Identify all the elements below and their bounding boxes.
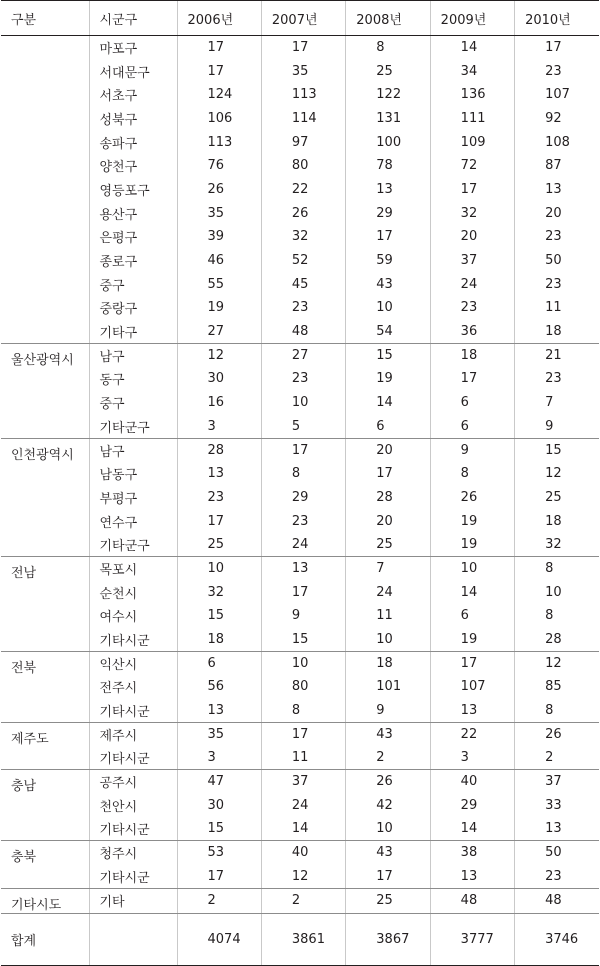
value-cell: 100	[346, 130, 430, 154]
value-cell: 37	[515, 770, 599, 794]
value-cell: 17	[261, 36, 345, 60]
table-row	[1, 343, 599, 367]
value-cell: 14	[261, 817, 345, 841]
district-cell: 청주시	[89, 841, 177, 865]
table-row	[1, 794, 599, 818]
value-cell: 56	[177, 675, 261, 699]
value-cell: 18	[430, 343, 514, 367]
value-cell: 43	[346, 841, 430, 865]
value-cell: 2	[261, 888, 345, 913]
data-table	[1, 0, 599, 966]
district-cell: 기타시군	[89, 817, 177, 841]
value-cell: 19	[346, 367, 430, 391]
value-cell: 23	[515, 367, 599, 391]
value-cell: 2	[515, 746, 599, 770]
table-row	[1, 580, 599, 604]
value-cell: 18	[177, 628, 261, 652]
district-cell: 기타시군	[89, 699, 177, 723]
value-cell: 14	[430, 36, 514, 60]
value-cell: 50	[515, 249, 599, 273]
value-cell: 11	[515, 296, 599, 320]
value-cell: 10	[346, 628, 430, 652]
total-value: 3746	[515, 913, 599, 965]
value-cell: 6	[346, 415, 430, 439]
district-cell: 양천구	[89, 154, 177, 178]
value-cell: 23	[430, 296, 514, 320]
header-year: 2009년	[430, 1, 514, 36]
header-row	[1, 1, 599, 36]
value-cell: 35	[177, 722, 261, 746]
value-cell: 22	[430, 722, 514, 746]
table-row	[1, 841, 599, 865]
total-row	[1, 913, 599, 965]
region-cell: 울산광역시	[1, 343, 89, 438]
value-cell: 10	[430, 557, 514, 581]
value-cell: 23	[261, 367, 345, 391]
region-cell	[1, 36, 89, 344]
value-cell: 10	[346, 817, 430, 841]
value-cell: 35	[261, 59, 345, 83]
value-cell: 17	[346, 225, 430, 249]
table-row	[1, 296, 599, 320]
value-cell: 26	[346, 770, 430, 794]
district-cell: 종로구	[89, 249, 177, 273]
value-cell: 32	[430, 201, 514, 225]
value-cell: 29	[430, 794, 514, 818]
value-cell: 13	[346, 178, 430, 202]
district-cell: 중구	[89, 272, 177, 296]
header-district: 시군구	[89, 1, 177, 36]
value-cell: 16	[177, 391, 261, 415]
value-cell: 59	[346, 249, 430, 273]
value-cell: 14	[346, 391, 430, 415]
table-row	[1, 36, 599, 60]
value-cell: 36	[430, 320, 514, 344]
value-cell: 10	[346, 296, 430, 320]
value-cell: 32	[177, 580, 261, 604]
value-cell: 17	[430, 178, 514, 202]
value-cell: 20	[346, 438, 430, 462]
table-row	[1, 415, 599, 439]
value-cell: 25	[515, 486, 599, 510]
value-cell: 124	[177, 83, 261, 107]
value-cell: 17	[177, 865, 261, 889]
district-cell: 영등포구	[89, 178, 177, 202]
value-cell: 19	[177, 296, 261, 320]
table-row	[1, 462, 599, 486]
value-cell: 107	[430, 675, 514, 699]
header-year: 2007년	[261, 1, 345, 36]
district-cell: 남구	[89, 438, 177, 462]
value-cell: 46	[177, 249, 261, 273]
region-cell: 전북	[1, 651, 89, 722]
value-cell: 28	[515, 628, 599, 652]
total-value: 3867	[346, 913, 430, 965]
value-cell: 15	[346, 343, 430, 367]
value-cell: 48	[430, 888, 514, 913]
value-cell: 122	[346, 83, 430, 107]
value-cell: 18	[346, 651, 430, 675]
value-cell: 14	[430, 580, 514, 604]
value-cell: 80	[261, 675, 345, 699]
value-cell: 8	[515, 699, 599, 723]
header-year: 2010년	[515, 1, 599, 36]
value-cell: 17	[346, 462, 430, 486]
value-cell: 20	[346, 509, 430, 533]
value-cell: 50	[515, 841, 599, 865]
region-cell: 기타시도	[1, 888, 89, 913]
value-cell: 111	[430, 107, 514, 131]
district-cell: 기타구	[89, 320, 177, 344]
value-cell: 33	[515, 794, 599, 818]
value-cell: 114	[261, 107, 345, 131]
value-cell: 5	[261, 415, 345, 439]
value-cell: 26	[515, 722, 599, 746]
value-cell: 37	[430, 249, 514, 273]
value-cell: 53	[177, 841, 261, 865]
value-cell: 3	[177, 415, 261, 439]
value-cell: 2	[346, 746, 430, 770]
table-row	[1, 557, 599, 581]
value-cell: 23	[515, 225, 599, 249]
value-cell: 17	[177, 509, 261, 533]
value-cell: 21	[515, 343, 599, 367]
value-cell: 23	[261, 296, 345, 320]
value-cell: 107	[515, 83, 599, 107]
table-row	[1, 628, 599, 652]
value-cell: 30	[177, 367, 261, 391]
value-cell: 85	[515, 675, 599, 699]
value-cell: 2	[177, 888, 261, 913]
value-cell: 6	[177, 651, 261, 675]
value-cell: 9	[261, 604, 345, 628]
table-row	[1, 391, 599, 415]
region-cell: 인천광역시	[1, 438, 89, 556]
value-cell: 7	[346, 557, 430, 581]
value-cell: 108	[515, 130, 599, 154]
district-cell: 익산시	[89, 651, 177, 675]
value-cell: 24	[261, 533, 345, 557]
value-cell: 15	[261, 628, 345, 652]
value-cell: 27	[261, 343, 345, 367]
value-cell: 45	[261, 272, 345, 296]
district-cell: 서초구	[89, 83, 177, 107]
value-cell: 18	[515, 320, 599, 344]
table-row	[1, 604, 599, 628]
value-cell: 25	[177, 533, 261, 557]
district-cell: 기타시군	[89, 746, 177, 770]
value-cell: 28	[346, 486, 430, 510]
value-cell: 23	[177, 486, 261, 510]
value-cell: 13	[515, 817, 599, 841]
value-cell: 13	[261, 557, 345, 581]
value-cell: 23	[261, 509, 345, 533]
table-row	[1, 486, 599, 510]
value-cell: 17	[515, 36, 599, 60]
table-row	[1, 178, 599, 202]
value-cell: 23	[515, 272, 599, 296]
district-cell: 송파구	[89, 130, 177, 154]
value-cell: 23	[515, 865, 599, 889]
district-cell: 기타시군	[89, 628, 177, 652]
table-row	[1, 865, 599, 889]
value-cell: 8	[515, 557, 599, 581]
value-cell: 40	[261, 841, 345, 865]
value-cell: 136	[430, 83, 514, 107]
value-cell: 32	[261, 225, 345, 249]
value-cell: 24	[346, 580, 430, 604]
value-cell: 19	[430, 628, 514, 652]
table-row	[1, 438, 599, 462]
value-cell: 3	[430, 746, 514, 770]
header-year: 2006년	[177, 1, 261, 36]
value-cell: 113	[261, 83, 345, 107]
value-cell: 8	[430, 462, 514, 486]
header-category: 구분	[1, 1, 89, 36]
district-cell: 연수구	[89, 509, 177, 533]
value-cell: 113	[177, 130, 261, 154]
value-cell: 17	[346, 865, 430, 889]
region-cell: 제주도	[1, 722, 89, 769]
table-row	[1, 272, 599, 296]
value-cell: 26	[430, 486, 514, 510]
value-cell: 109	[430, 130, 514, 154]
value-cell: 3	[177, 746, 261, 770]
district-cell: 서대문구	[89, 59, 177, 83]
table-row	[1, 675, 599, 699]
table-row	[1, 201, 599, 225]
table-row	[1, 533, 599, 557]
value-cell: 12	[177, 343, 261, 367]
value-cell: 23	[515, 59, 599, 83]
table-row	[1, 509, 599, 533]
value-cell: 17	[177, 59, 261, 83]
value-cell: 10	[515, 580, 599, 604]
table-row	[1, 699, 599, 723]
district-cell: 남동구	[89, 462, 177, 486]
value-cell: 28	[177, 438, 261, 462]
value-cell: 6	[430, 604, 514, 628]
value-cell: 52	[261, 249, 345, 273]
district-cell: 동구	[89, 367, 177, 391]
value-cell: 17	[430, 651, 514, 675]
value-cell: 40	[430, 770, 514, 794]
value-cell: 14	[430, 817, 514, 841]
value-cell: 26	[177, 178, 261, 202]
value-cell: 9	[346, 699, 430, 723]
value-cell: 35	[177, 201, 261, 225]
value-cell: 106	[177, 107, 261, 131]
table-row	[1, 367, 599, 391]
district-cell: 기타시군	[89, 865, 177, 889]
table-row	[1, 154, 599, 178]
value-cell: 80	[261, 154, 345, 178]
table-row	[1, 59, 599, 83]
table-row	[1, 130, 599, 154]
value-cell: 12	[515, 651, 599, 675]
value-cell: 29	[346, 201, 430, 225]
total-value: 3861	[261, 913, 345, 965]
value-cell: 20	[515, 201, 599, 225]
value-cell: 17	[177, 36, 261, 60]
value-cell: 9	[515, 415, 599, 439]
value-cell: 13	[430, 699, 514, 723]
district-cell: 기타군구	[89, 415, 177, 439]
table-row	[1, 817, 599, 841]
value-cell: 43	[346, 722, 430, 746]
region-cell: 충남	[1, 770, 89, 841]
value-cell: 8	[346, 36, 430, 60]
total-value: 3777	[430, 913, 514, 965]
value-cell: 48	[515, 888, 599, 913]
value-cell: 72	[430, 154, 514, 178]
value-cell: 17	[261, 580, 345, 604]
district-cell: 전주시	[89, 675, 177, 699]
value-cell: 17	[261, 722, 345, 746]
value-cell: 9	[430, 438, 514, 462]
value-cell: 8	[261, 462, 345, 486]
table-body	[1, 36, 599, 914]
district-cell: 순천시	[89, 580, 177, 604]
value-cell: 6	[430, 415, 514, 439]
value-cell: 20	[430, 225, 514, 249]
table-row	[1, 225, 599, 249]
table-row	[1, 888, 599, 913]
value-cell: 12	[515, 462, 599, 486]
value-cell: 39	[177, 225, 261, 249]
value-cell: 25	[346, 888, 430, 913]
value-cell: 11	[261, 746, 345, 770]
district-cell: 중랑구	[89, 296, 177, 320]
total-label: 합계	[1, 913, 89, 965]
value-cell: 42	[346, 794, 430, 818]
header-year: 2008년	[346, 1, 430, 36]
value-cell: 30	[177, 794, 261, 818]
region-cell: 충북	[1, 841, 89, 888]
value-cell: 97	[261, 130, 345, 154]
value-cell: 13	[177, 462, 261, 486]
value-cell: 43	[346, 272, 430, 296]
value-cell: 25	[346, 59, 430, 83]
value-cell: 37	[261, 770, 345, 794]
district-cell: 은평구	[89, 225, 177, 249]
district-cell: 남구	[89, 343, 177, 367]
total-empty-cell	[89, 913, 177, 965]
value-cell: 48	[261, 320, 345, 344]
value-cell: 18	[515, 509, 599, 533]
value-cell: 8	[261, 699, 345, 723]
district-cell: 마포구	[89, 36, 177, 60]
value-cell: 6	[430, 391, 514, 415]
district-cell: 목포시	[89, 557, 177, 581]
district-cell: 여수시	[89, 604, 177, 628]
table-row	[1, 746, 599, 770]
value-cell: 19	[430, 533, 514, 557]
value-cell: 47	[177, 770, 261, 794]
value-cell: 10	[261, 651, 345, 675]
district-cell: 부평구	[89, 486, 177, 510]
region-cell: 전남	[1, 557, 89, 652]
value-cell: 17	[261, 438, 345, 462]
value-cell: 76	[177, 154, 261, 178]
value-cell: 92	[515, 107, 599, 131]
value-cell: 87	[515, 154, 599, 178]
total-value: 4074	[177, 913, 261, 965]
value-cell: 54	[346, 320, 430, 344]
value-cell: 15	[177, 604, 261, 628]
value-cell: 15	[177, 817, 261, 841]
district-cell: 천안시	[89, 794, 177, 818]
district-cell: 제주시	[89, 722, 177, 746]
table-row	[1, 722, 599, 746]
value-cell: 25	[346, 533, 430, 557]
value-cell: 8	[515, 604, 599, 628]
value-cell: 19	[430, 509, 514, 533]
value-cell: 24	[430, 272, 514, 296]
value-cell: 17	[430, 367, 514, 391]
value-cell: 26	[261, 201, 345, 225]
value-cell: 34	[430, 59, 514, 83]
district-cell: 기타군구	[89, 533, 177, 557]
value-cell: 101	[346, 675, 430, 699]
value-cell: 27	[177, 320, 261, 344]
value-cell: 10	[177, 557, 261, 581]
value-cell: 10	[261, 391, 345, 415]
table-row	[1, 320, 599, 344]
table-row	[1, 770, 599, 794]
value-cell: 12	[261, 865, 345, 889]
value-cell: 7	[515, 391, 599, 415]
table-row	[1, 249, 599, 273]
district-cell: 공주시	[89, 770, 177, 794]
table-row	[1, 83, 599, 107]
value-cell: 15	[515, 438, 599, 462]
value-cell: 13	[515, 178, 599, 202]
value-cell: 131	[346, 107, 430, 131]
value-cell: 13	[430, 865, 514, 889]
table-row	[1, 107, 599, 131]
value-cell: 55	[177, 272, 261, 296]
district-cell: 중구	[89, 391, 177, 415]
value-cell: 78	[346, 154, 430, 178]
district-cell: 기타	[89, 888, 177, 913]
value-cell: 32	[515, 533, 599, 557]
district-cell: 용산구	[89, 201, 177, 225]
value-cell: 24	[261, 794, 345, 818]
value-cell: 11	[346, 604, 430, 628]
value-cell: 29	[261, 486, 345, 510]
value-cell: 13	[177, 699, 261, 723]
value-cell: 38	[430, 841, 514, 865]
district-cell: 성북구	[89, 107, 177, 131]
value-cell: 22	[261, 178, 345, 202]
table-row	[1, 651, 599, 675]
